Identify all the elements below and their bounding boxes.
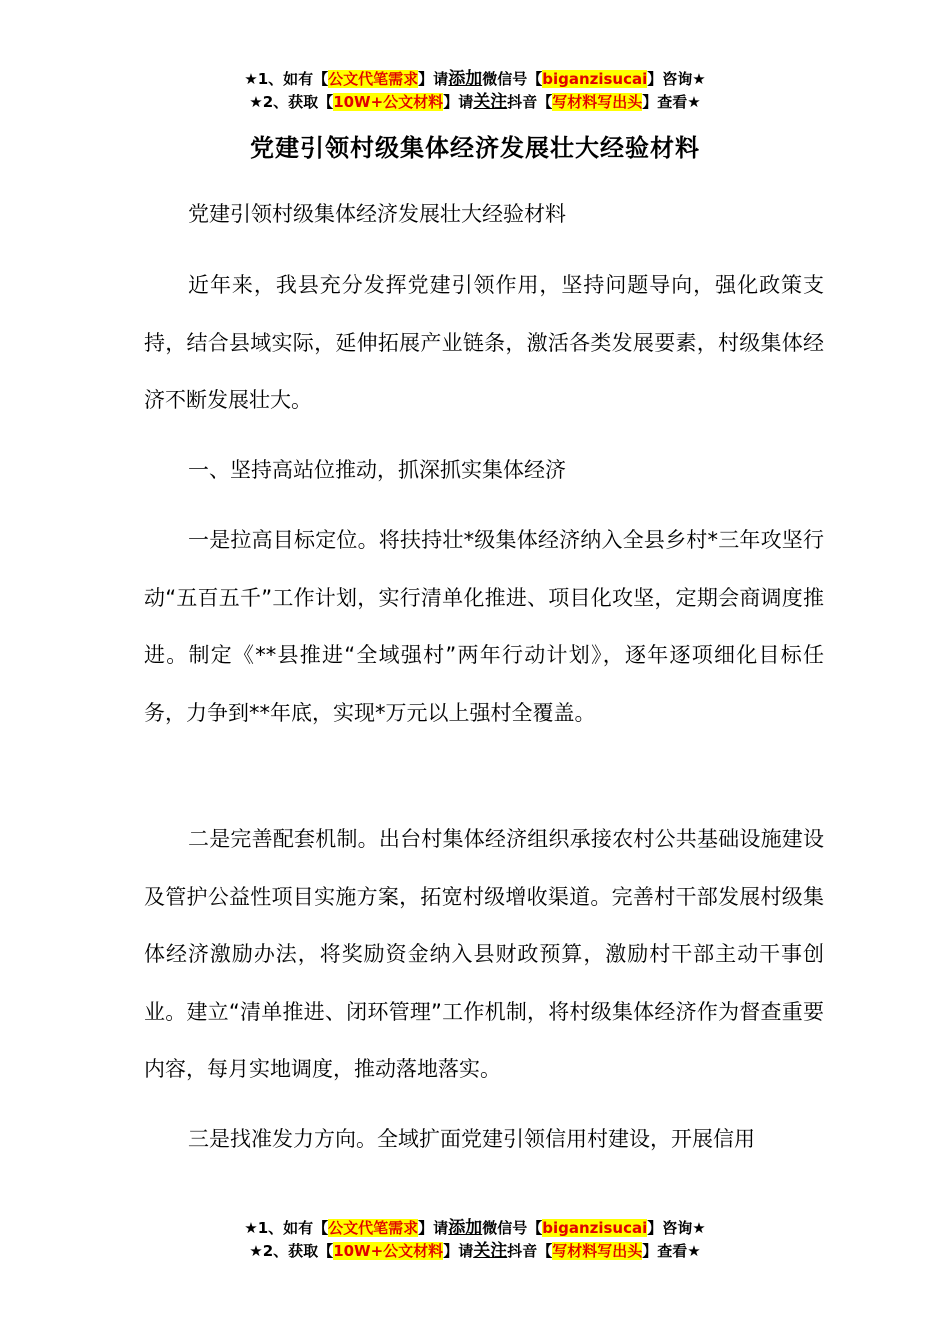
banner-text: 】咨询★: [647, 70, 706, 88]
banner-text: 】查看★: [642, 93, 701, 111]
banner-text: 】查看★: [642, 1242, 701, 1260]
banner-emphasis: 添加: [448, 69, 483, 89]
banner-text: 抖音【: [507, 93, 553, 111]
banner-line-2: [0, 1240, 950, 1263]
banner-line-1: [0, 68, 950, 91]
banner-text: 微信号【: [482, 70, 543, 88]
banner-text: 】请: [443, 1242, 474, 1260]
paragraph-direction: 三是找准发力方向。全域扩面党建引领信用村建设，开展信用: [188, 1127, 755, 1151]
banner-text: 】请: [418, 1219, 449, 1237]
banner-emphasis: 关注: [473, 1241, 508, 1261]
banner-text: ★1、如有【: [244, 70, 329, 88]
paragraph-goal-positioning: 一是拉高目标定位。将扶持壮*级集体经济纳入全县乡村*三年攻坚行动“五百五千”工作计划，实行清单化推进、项目化攻坚，定期会商调度推进。制定《**县推进“全域强村”两年行动计划》，逐年逐项细化目标任务，力争到**年底，实现*万元以上强村全覆盖。: [144, 528, 824, 725]
banner-line-1: [0, 1217, 950, 1240]
banner-text: 】请: [418, 70, 449, 88]
document-subtitle: 党建引领村级集体经济发展壮大经验材料: [188, 202, 566, 226]
banner-highlight: 公文代笔需求: [328, 70, 419, 88]
banner-wechat-id: biganzisucai: [542, 1219, 648, 1237]
banner-douyin-account: 写材料写出头: [552, 93, 643, 111]
banner-douyin-account: 写材料写出头: [552, 1242, 643, 1260]
document-title: 党建引领村级集体经济发展壮大经验材料: [250, 134, 700, 162]
banner-emphasis: 关注: [473, 92, 508, 112]
banner-text: 】请: [443, 93, 474, 111]
intro-paragraph: 近年来，我县充分发挥党建引领作用，坚持问题导向，强化政策支持，结合县域实际，延伸拓展产业链条，激活各类发展要素，村级集体经济不断发展壮大。: [144, 273, 824, 412]
header-banner: [0, 68, 950, 114]
banner-text: 微信号【: [482, 1219, 543, 1237]
banner-text: ★1、如有【: [244, 1219, 329, 1237]
banner-text: 】咨询★: [647, 1219, 706, 1237]
banner-emphasis: 添加: [448, 1218, 483, 1238]
banner-highlight: 10W+公文材料: [333, 93, 444, 111]
banner-text: ★2、获取【: [249, 1242, 334, 1260]
section-heading-1: 一、坚持高站位推动，抓深抓实集体经济: [188, 458, 566, 482]
banner-wechat-id: biganzisucai: [542, 70, 648, 88]
banner-highlight: 公文代笔需求: [328, 1219, 419, 1237]
banner-text: ★2、获取【: [249, 93, 334, 111]
paragraph-supporting-mechanism: 二是完善配套机制。出台村集体经济组织承接农村公共基础设施建设及管护公益性项目实施方案，拓宽村级增收渠道。完善村干部发展村级集体经济激励办法，将奖励资金纳入县财政预算，激励村干部主动干事创业。建立“清单推进、闭环管理”工作机制，将村级集体经济作为督查重要内容，每月实地调度，推动落地落实。: [144, 827, 824, 1081]
banner-highlight: 10W+公文材料: [333, 1242, 444, 1260]
banner-text: 抖音【: [507, 1242, 553, 1260]
banner-line-2: [0, 91, 950, 114]
footer-banner: [0, 1217, 950, 1263]
